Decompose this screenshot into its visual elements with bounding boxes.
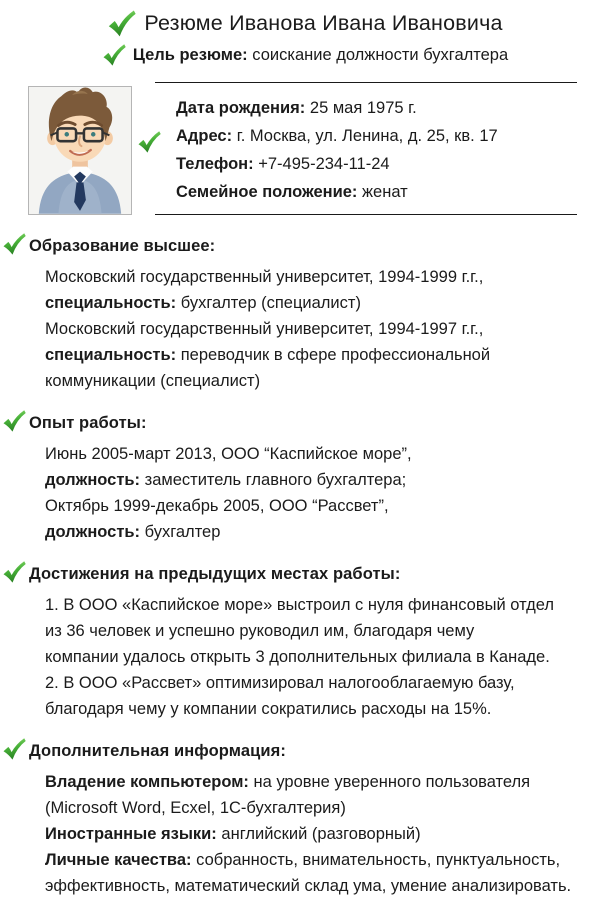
section-line xyxy=(45,670,610,696)
section-line xyxy=(45,644,610,670)
section-line xyxy=(45,467,610,493)
section-line xyxy=(45,873,610,899)
line-text: переводчик в сфере профессиональной xyxy=(180,346,491,364)
resume-section xyxy=(0,740,610,899)
line-text: (Microsoft Word, Ecxel, 1С-бухгалтерия) xyxy=(45,799,346,817)
section-line xyxy=(45,519,610,545)
section-line xyxy=(45,316,610,342)
section-line xyxy=(45,592,610,618)
line-text: из 36 человек и успешно руководил им, благодаря чему xyxy=(45,622,475,640)
personal-info-panel xyxy=(155,82,577,215)
section-line xyxy=(45,441,610,467)
section-line xyxy=(45,769,610,795)
section-body xyxy=(0,264,610,394)
check-icon xyxy=(2,408,26,434)
section-line xyxy=(45,618,610,644)
profile-block xyxy=(0,85,610,217)
section-line xyxy=(45,696,610,722)
line-text: собранность, внимательность, пунктуальность, xyxy=(196,851,561,869)
line-text: Московский государственный университет, 1994-1997 г.г., xyxy=(45,320,484,338)
line-text: английский (разговорный) xyxy=(221,825,421,843)
personal-field-value: женат xyxy=(362,183,408,201)
check-icon xyxy=(102,42,126,68)
section-line xyxy=(45,342,610,368)
line-label: специальность: xyxy=(45,346,177,364)
line-text: Московский государственный университет, 1994-1999 г.г., xyxy=(45,268,484,286)
section-header xyxy=(2,412,610,434)
section-line xyxy=(45,264,610,290)
goal-row xyxy=(0,42,610,68)
section-title: Дополнительная информация: xyxy=(29,742,286,760)
line-label: Личные качества: xyxy=(45,851,192,869)
personal-field-value: +7-495-234-11-24 xyxy=(258,155,390,173)
section-header xyxy=(2,235,610,257)
personal-field-label: Семейное положение: xyxy=(176,183,358,201)
section-line xyxy=(45,795,610,821)
resume-header xyxy=(0,8,610,68)
check-icon xyxy=(2,559,26,585)
section-title: Достижения на предыдущих местах работы: xyxy=(29,565,401,583)
section-line xyxy=(45,821,610,847)
line-text: Октябрь 1999-декабрь 2005, ООО “Рассвет”, xyxy=(45,497,389,515)
line-text: на уровне уверенного пользователя xyxy=(253,773,531,791)
check-icon xyxy=(2,231,26,257)
section-line xyxy=(45,368,610,394)
personal-field xyxy=(176,94,577,122)
section-title: Опыт работы: xyxy=(29,414,147,432)
resume-section xyxy=(0,235,610,394)
line-text: благодаря чему у компании сократились расходы на 15%. xyxy=(45,700,492,718)
section-line xyxy=(45,290,610,316)
line-label: Иностранные языки: xyxy=(45,825,217,843)
line-text: эффективность, математический склад ума, умение анализировать. xyxy=(45,877,572,895)
personal-field xyxy=(176,122,577,150)
section-body xyxy=(0,441,610,545)
resume-section xyxy=(0,412,610,545)
check-icon xyxy=(2,736,26,762)
line-text: компании удалось открыть 3 дополнительных филиала в Канаде. xyxy=(45,648,550,666)
line-text: 2. В ООО «Рассвет» оптимизировал налогооблагаемую базу, xyxy=(45,674,515,692)
personal-field xyxy=(176,150,577,178)
line-label: Владение компьютером: xyxy=(45,773,249,791)
check-icon xyxy=(107,8,136,39)
section-header xyxy=(2,740,610,762)
line-text: Июнь 2005-март 2013, ООО “Каспийское море”, xyxy=(45,445,412,463)
line-text: бухгалтер xyxy=(144,523,221,541)
line-text: коммуникации (специалист) xyxy=(45,372,261,390)
section-body xyxy=(0,592,610,722)
page-title: Резюме Иванова Ивана Ивановича xyxy=(144,11,503,35)
section-body xyxy=(0,769,610,899)
personal-field-value: г. Москва, ул. Ленина, д. 25, кв. 17 xyxy=(236,127,498,145)
personal-field xyxy=(176,178,577,206)
line-text: заместитель главного бухгалтера; xyxy=(144,471,407,489)
line-text: бухгалтер (специалист) xyxy=(180,294,361,312)
goal-value: соискание должности бухгалтера xyxy=(252,45,509,64)
section-line xyxy=(45,493,610,519)
section-title: Образование высшее: xyxy=(29,237,216,255)
personal-field-label: Адрес: xyxy=(176,127,233,145)
section-line xyxy=(45,847,610,873)
personal-field-label: Телефон: xyxy=(176,155,254,173)
line-label: должность: xyxy=(45,523,141,541)
personal-field-value: 25 мая 1975 г. xyxy=(309,99,417,117)
line-label: должность: xyxy=(45,471,141,489)
goal-label: Цель резюме: xyxy=(132,45,248,64)
man-avatar-illustration xyxy=(29,87,131,214)
title-row xyxy=(0,8,610,39)
line-label: специальность: xyxy=(45,294,177,312)
section-header xyxy=(2,563,610,585)
personal-field-label: Дата рождения: xyxy=(176,99,306,117)
resume-goal xyxy=(133,46,508,65)
resume-section xyxy=(0,563,610,722)
resume-sections xyxy=(0,235,610,899)
man-avatar-photo xyxy=(28,86,132,215)
line-text: 1. В ООО «Каспийское море» выстроил с нуля финансовый отдел xyxy=(45,596,554,614)
